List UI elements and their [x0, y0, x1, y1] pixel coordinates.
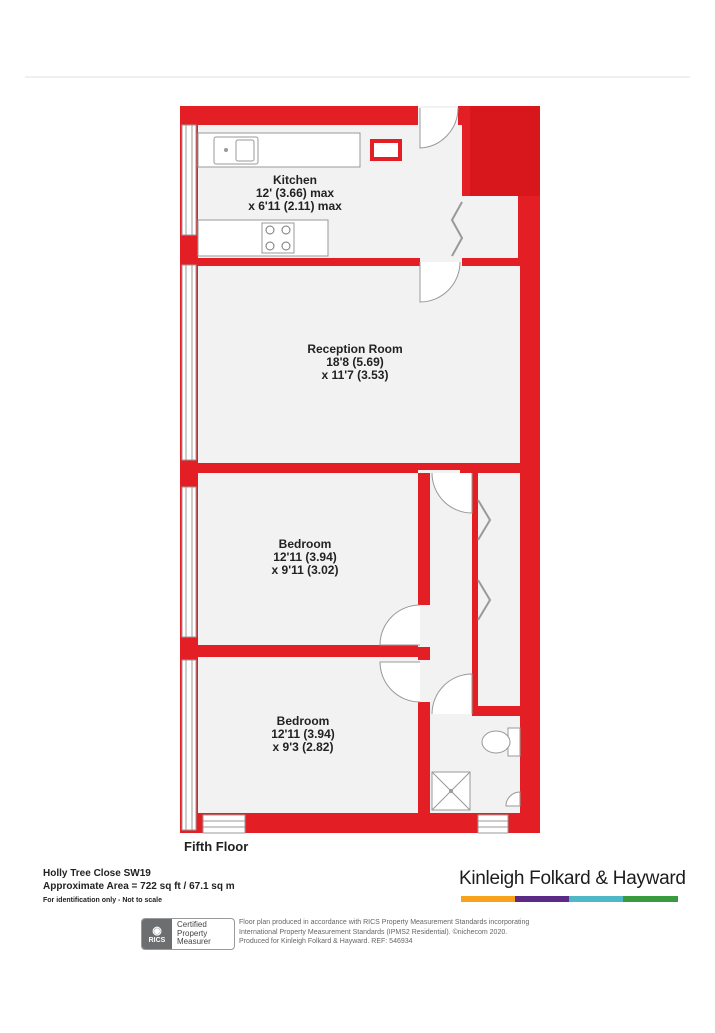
rics-badge-text [172, 921, 211, 947]
brand-bar-teal [569, 896, 623, 902]
rics-line3: Measurer [177, 937, 211, 947]
floor-label: Fifth Floor [184, 839, 249, 854]
property-area: Approximate Area = 722 sq ft / 67.1 sq m [43, 881, 235, 892]
legal-line1: Floor plan produced in accordance with RICS Property Measurement Standards incorporating [239, 919, 530, 926]
bedroom1-dim2: x 9'11 (3.02) [271, 563, 339, 577]
kitchen-dim1: 12' (3.66) max [255, 186, 335, 200]
bedroom2-label [243, 715, 363, 754]
property-note: For identification only - Not to scale [43, 897, 163, 904]
property-address: Holly Tree Close SW19 [43, 868, 151, 879]
hall-floor-closet [462, 196, 518, 258]
rics-line2: Property [177, 928, 208, 938]
kitchen-name: Kitchen [272, 173, 317, 187]
kitchen-cupboard [372, 141, 400, 159]
kitchen-label [230, 174, 360, 213]
brand-bar-purple [515, 896, 569, 902]
rics-logo-text: RICS [148, 937, 166, 944]
legal-line2: International Property Measurement Standards (IPMS2 Residential). ©nichecom 2020. [239, 928, 508, 936]
kitchen-dim2: x 6'11 (2.11) max [248, 199, 342, 213]
legal-line3: Produced for Kinleigh Folkard & Hayward. REF: 546934 [239, 938, 413, 945]
brand-name: Kinleigh Folkard & Hayward [459, 868, 686, 889]
bedroom1-dim1: 12'11 (3.94) [273, 550, 337, 564]
property-info [43, 867, 235, 907]
bedroom1-name: Bedroom [278, 537, 332, 551]
riser [470, 106, 540, 196]
reception-dim2: x 11'7 (3.53) [321, 368, 389, 382]
reception-dim1: 18'8 (5.69) [326, 355, 384, 369]
bedroom2-dim2: x 9'3 (2.82) [272, 740, 334, 754]
bedroom2-dim1: 12'11 (3.94) [271, 727, 335, 741]
brand-bar-green [623, 896, 678, 902]
rics-line1: Certified [177, 920, 207, 930]
rics-logo-icon: ◉ RICS [142, 919, 172, 949]
legal-text [239, 918, 599, 947]
reception-name: Reception Room [307, 342, 403, 356]
bedroom2-name: Bedroom [276, 714, 330, 728]
brand-bar-orange [461, 896, 515, 902]
reception-label [290, 343, 420, 382]
bedroom1-label [245, 538, 365, 577]
rics-badge [141, 918, 235, 950]
